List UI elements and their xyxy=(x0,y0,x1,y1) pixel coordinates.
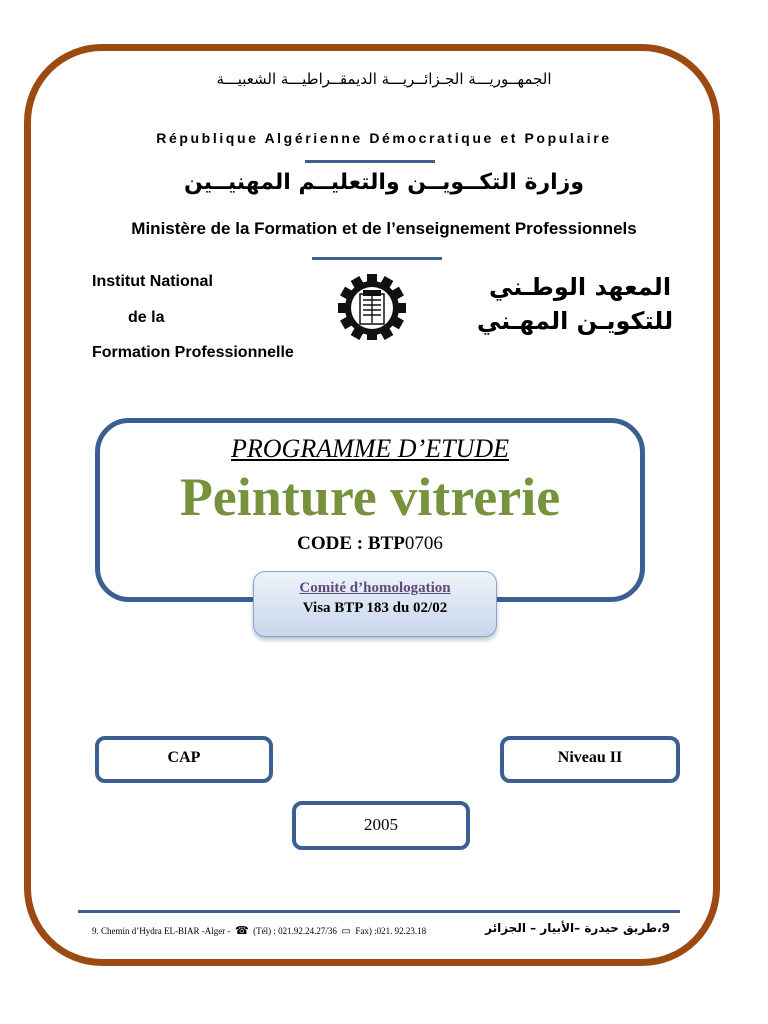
footer-contact xyxy=(92,924,426,937)
year-text: 2005 xyxy=(364,815,398,834)
institute-ar-line2: للتكويـن المهـني xyxy=(476,307,674,335)
footer-fax: Fax) :021. 92.23.18 xyxy=(355,926,427,936)
institute-fr-line3: Formation Professionnelle xyxy=(92,344,294,361)
institute-ar-line1: المعهد الوطـني xyxy=(488,273,672,301)
republic-name-arabic: الجمهــوريـــة الجـزائــريـــة الديمقــراطيـــة الشعبيـــة xyxy=(216,70,552,88)
homologation-title: Comité d’homologation xyxy=(299,580,451,596)
program-code xyxy=(0,533,740,555)
program-heading: PROGRAMME D’ETUDE xyxy=(231,434,509,463)
footer-divider xyxy=(78,910,680,913)
ministry-name-arabic: وزارة التكــويــن والتعليــم المهنيــين xyxy=(184,170,584,195)
level-box-cap xyxy=(95,736,273,783)
program-code-number: 0706 xyxy=(404,533,443,554)
republic-name-french: République Algérienne Démocratique et Populaire xyxy=(156,130,612,146)
homologation-box xyxy=(253,571,497,637)
program-code-label: CODE : BTP xyxy=(297,533,405,554)
level-right-text: Niveau II xyxy=(557,749,623,766)
institute-fr-line2: de la xyxy=(128,309,165,326)
footer-address-arabic: 9،طريق حيدرة –الأبيار – الجزائر xyxy=(485,921,670,935)
program-title: Peinture vitrerie xyxy=(179,467,561,527)
divider-top xyxy=(305,160,435,163)
phone-icon: ☎ xyxy=(234,924,249,937)
fax-icon: ▭ xyxy=(341,926,351,937)
ministry-name-french: Ministère de la Formation et de l’enseignement Professionnels xyxy=(131,219,637,238)
level-box-niveau xyxy=(500,736,680,783)
institute-logo-icon xyxy=(336,274,412,340)
homologation-visa: Visa BTP 183 du 02/02 xyxy=(302,600,448,616)
level-left-text: CAP xyxy=(167,749,201,766)
institute-fr-line1: Institut National xyxy=(92,273,213,290)
footer-tel: (Tél) : 021.92.24.27/36 xyxy=(253,926,337,936)
year-box xyxy=(292,801,470,850)
footer-address: 9. Chemin d’Hydra EL-BIAR -Alger - xyxy=(92,926,231,936)
divider-middle xyxy=(312,257,442,260)
